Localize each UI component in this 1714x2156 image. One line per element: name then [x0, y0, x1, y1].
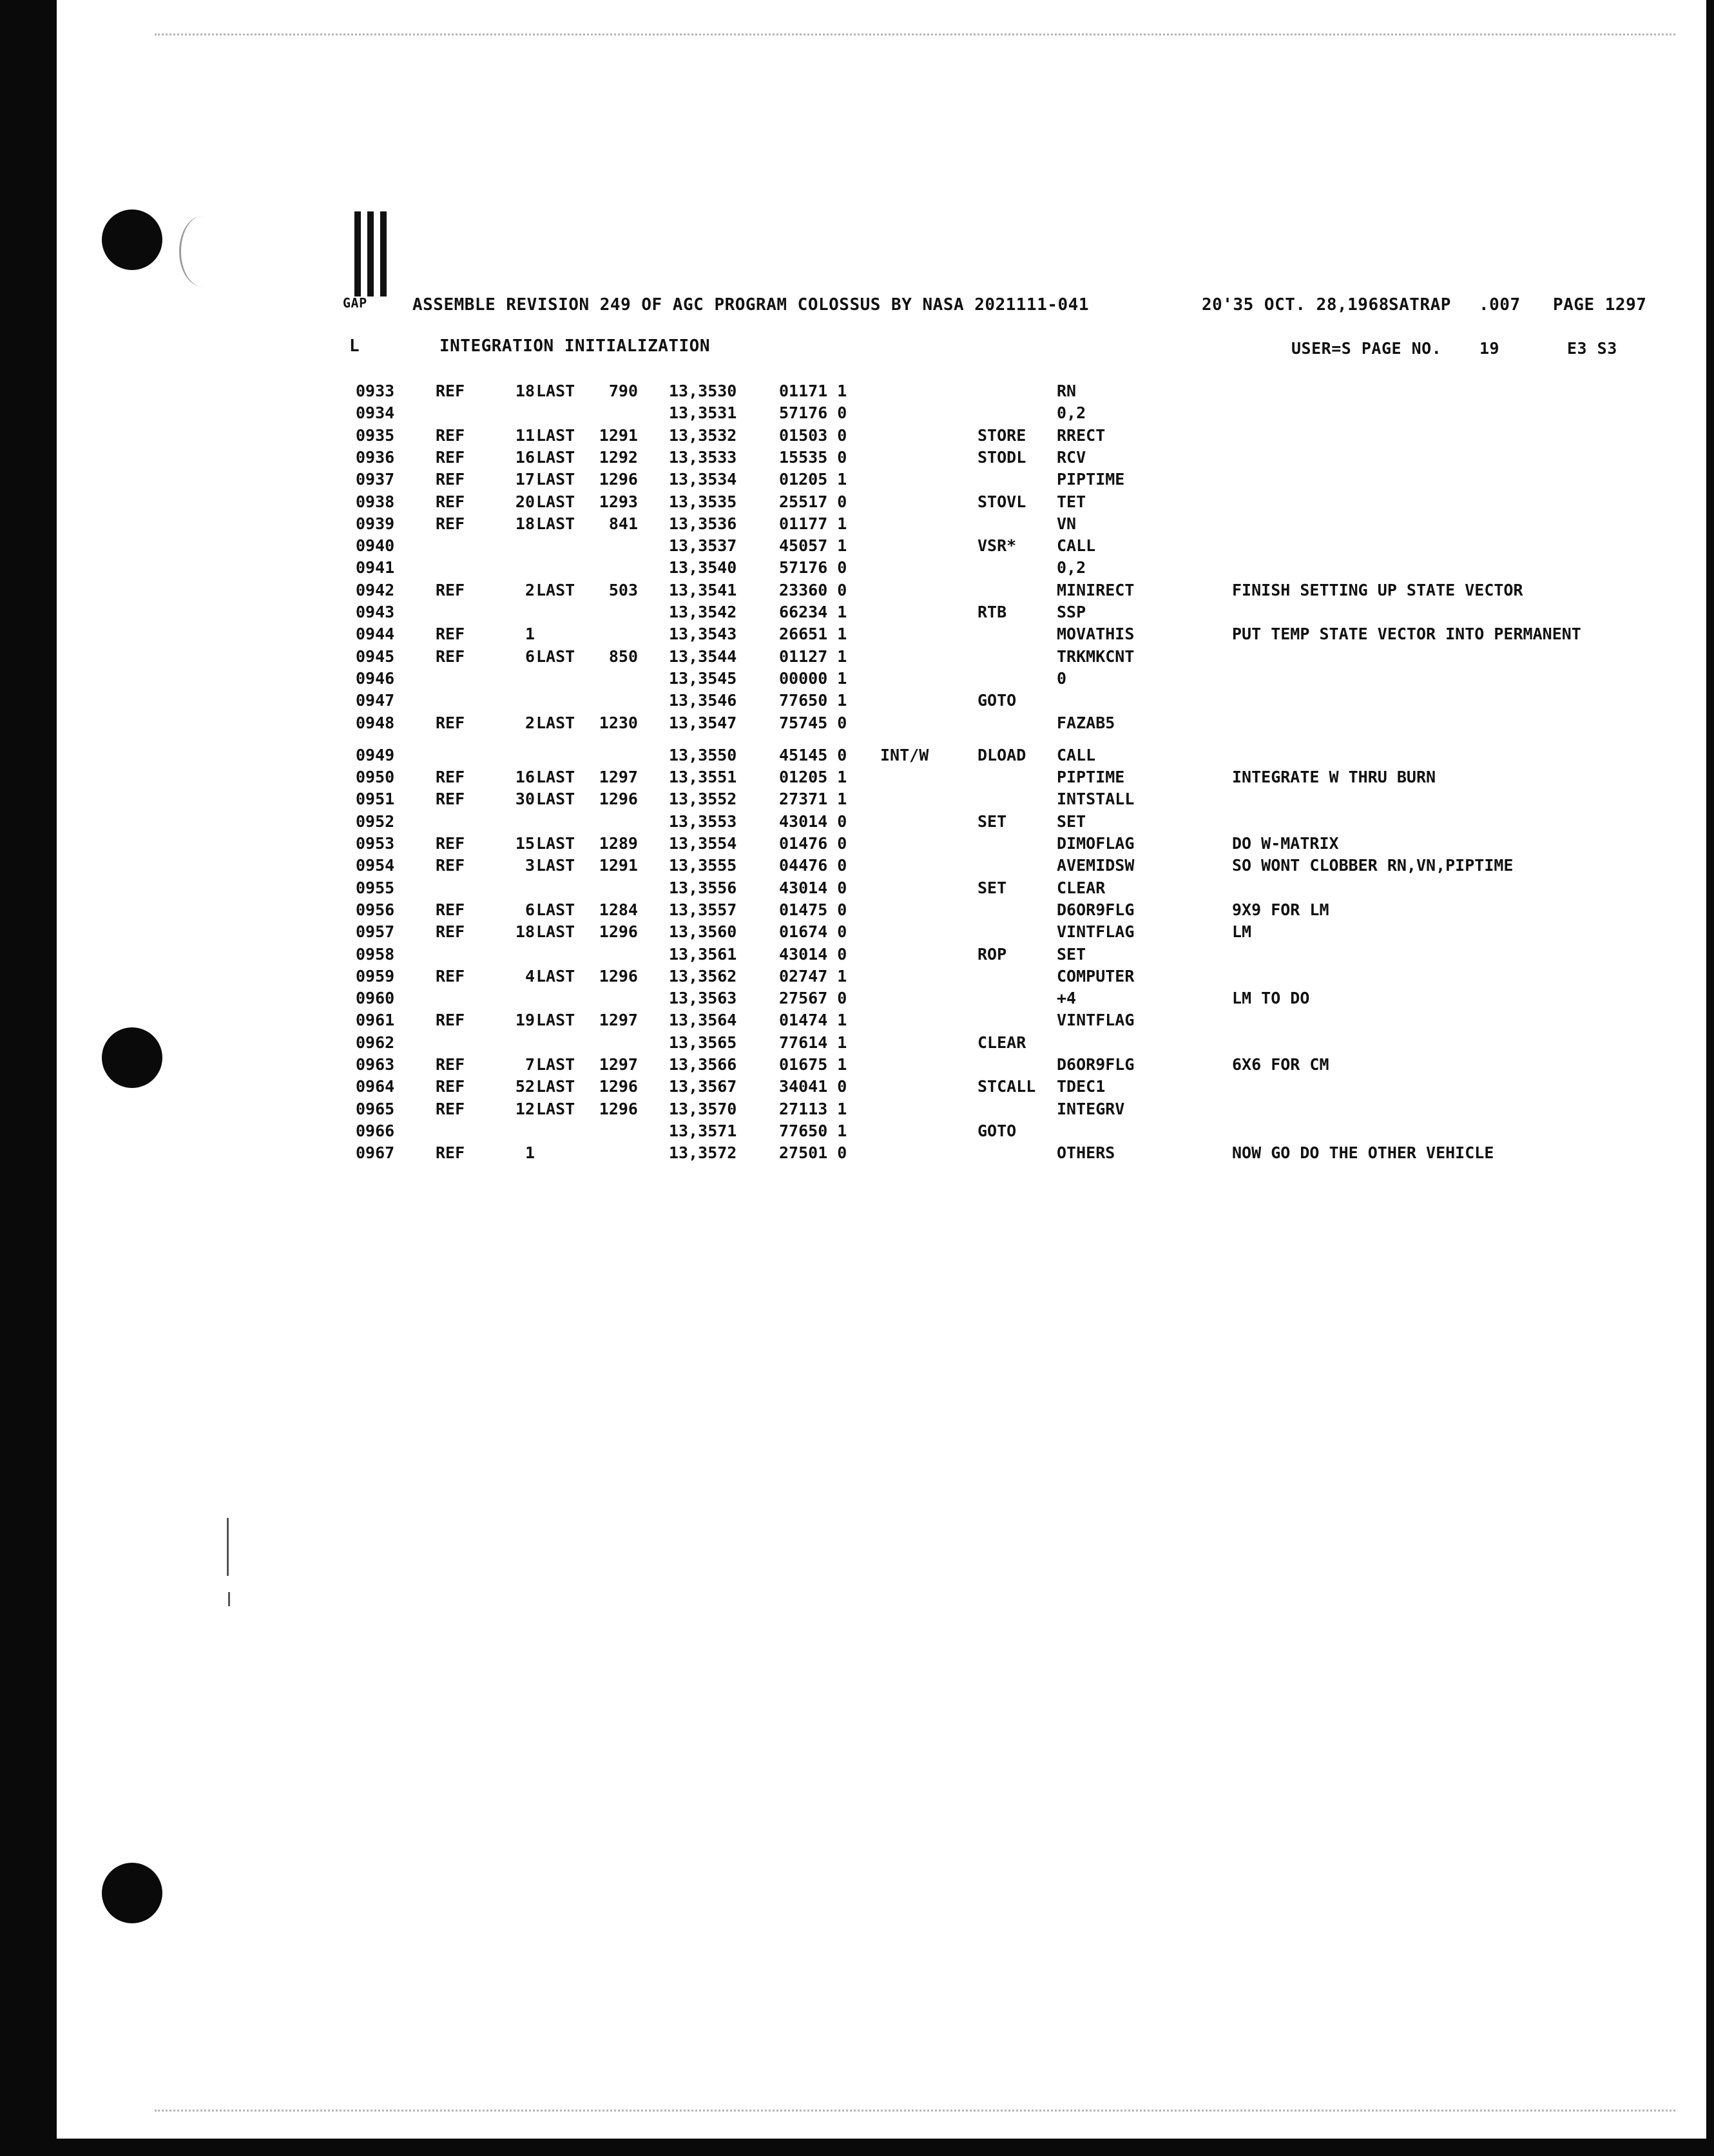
row-0956-last-number: 1284	[599, 900, 638, 919]
row-0948-address: 13,3547	[669, 714, 737, 732]
row-0944-line-number: 0944	[356, 625, 395, 643]
row-0948-last-tag: LAST	[536, 714, 575, 732]
row-0951-last-tag: LAST	[536, 790, 575, 808]
row-0936-opcode: STODL	[977, 448, 1026, 467]
row-0945-last-number: 850	[608, 647, 638, 666]
row-0946-address: 13,3545	[669, 669, 737, 688]
row-0933-ref-count: 18	[515, 382, 535, 400]
row-0953-line-number: 0953	[356, 834, 395, 853]
row-0933-operand: RN	[1057, 382, 1077, 400]
row-0954-comment: SO WONT CLOBBER RN,VN,PIPTIME	[1232, 856, 1514, 875]
row-0963-ref-count: 7	[525, 1055, 535, 1074]
row-0945-last-tag: LAST	[536, 647, 575, 666]
row-0948-last-number: 1230	[599, 714, 638, 732]
row-0965-ref-tag: REF	[436, 1100, 465, 1118]
row-0934-octal-word: 57176 0	[779, 403, 847, 422]
row-0962-line-number: 0962	[356, 1033, 395, 1052]
row-0965-address: 13,3570	[669, 1100, 737, 1118]
row-0945-operand: TRKMKCNT	[1057, 647, 1135, 666]
row-0959-last-number: 1296	[599, 967, 638, 986]
row-0959-octal-word: 02747 1	[779, 967, 847, 986]
scan-bottom-border	[0, 2139, 1714, 2156]
section-title: INTEGRATION INITIALIZATION	[439, 336, 710, 356]
row-0959-operand: COMPUTER	[1057, 967, 1135, 986]
row-0942-address: 13,3541	[669, 581, 737, 599]
scan-noise-top	[155, 34, 1675, 35]
row-0956-comment: 9X9 FOR LM	[1232, 900, 1329, 919]
row-0936-octal-word: 15535 0	[779, 448, 847, 467]
row-0937-ref-count: 17	[515, 470, 535, 489]
row-0935-opcode: STORE	[977, 426, 1026, 445]
row-0945-address: 13,3544	[669, 647, 737, 666]
row-0950-address: 13,3551	[669, 768, 737, 786]
row-0948-operand: FAZAB5	[1057, 714, 1115, 732]
row-0943-opcode: RTB	[977, 603, 1007, 621]
row-0933-last-tag: LAST	[536, 382, 575, 400]
row-0938-ref-tag: REF	[436, 492, 465, 511]
row-0951-last-number: 1296	[599, 790, 638, 808]
row-0964-ref-count: 52	[515, 1077, 535, 1096]
row-0955-line-number: 0955	[356, 879, 395, 897]
row-0954-line-number: 0954	[356, 856, 395, 875]
row-0942-comment: FINISH SETTING UP STATE VECTOR	[1232, 581, 1523, 599]
row-0936-operand: RCV	[1057, 448, 1086, 467]
row-0957-last-tag: LAST	[536, 922, 575, 941]
row-0967-ref-tag: REF	[436, 1143, 465, 1162]
row-0965-operand: INTEGRV	[1057, 1100, 1125, 1118]
row-0958-operand: SET	[1057, 945, 1086, 964]
row-0935-address: 13,3532	[669, 426, 737, 445]
row-0942-ref-tag: REF	[436, 581, 465, 599]
row-0944-comment: PUT TEMP STATE VECTOR INTO PERMANENT	[1232, 625, 1581, 643]
row-0966-address: 13,3571	[669, 1122, 737, 1140]
row-0953-operand: DIMOFLAG	[1057, 834, 1135, 853]
row-0967-operand: OTHERS	[1057, 1143, 1115, 1162]
row-0962-opcode: CLEAR	[977, 1033, 1026, 1052]
user-page-label: USER=S PAGE NO.	[1291, 339, 1442, 358]
row-0942-operand: MINIRECT	[1057, 581, 1135, 599]
row-0951-address: 13,3552	[669, 790, 737, 808]
row-0950-ref-tag: REF	[436, 768, 465, 786]
row-0960-comment: LM TO DO	[1232, 989, 1310, 1007]
row-0962-octal-word: 77614 1	[779, 1033, 847, 1052]
row-0954-address: 13,3555	[669, 856, 737, 875]
row-0964-octal-word: 34041 0	[779, 1077, 847, 1096]
row-0952-operand: SET	[1057, 812, 1086, 831]
user-page-number: 19	[1479, 339, 1500, 358]
row-0937-octal-word: 01205 1	[779, 470, 847, 489]
row-0938-ref-count: 20	[515, 492, 535, 511]
row-0939-operand: VN	[1057, 514, 1077, 533]
row-0945-line-number: 0945	[356, 647, 395, 666]
row-0961-ref-tag: REF	[436, 1011, 465, 1029]
row-0967-line-number: 0967	[356, 1143, 395, 1162]
row-0953-address: 13,3554	[669, 834, 737, 853]
row-0951-octal-word: 27371 1	[779, 790, 847, 808]
row-0933-octal-word: 01171 1	[779, 382, 847, 400]
row-0957-operand: VINTFLAG	[1057, 922, 1135, 941]
row-0941-line-number: 0941	[356, 558, 395, 577]
row-0958-address: 13,3561	[669, 945, 737, 964]
scanned-page	[57, 0, 1706, 2156]
row-0938-line-number: 0938	[356, 492, 395, 511]
row-0944-ref-tag: REF	[436, 625, 465, 643]
row-0955-address: 13,3556	[669, 879, 737, 897]
row-0939-address: 13,3536	[669, 514, 737, 533]
row-0938-opcode: STOVL	[977, 492, 1026, 511]
row-0950-comment: INTEGRATE W THRU BURN	[1232, 768, 1436, 786]
row-0961-address: 13,3564	[669, 1011, 737, 1029]
row-0948-octal-word: 75745 0	[779, 714, 847, 732]
row-0967-ref-count: 1	[525, 1143, 535, 1162]
row-0942-line-number: 0942	[356, 581, 395, 599]
row-0946-line-number: 0946	[356, 669, 395, 688]
row-0937-address: 13,3534	[669, 470, 737, 489]
row-0959-last-tag: LAST	[536, 967, 575, 986]
row-0958-opcode: ROP	[977, 945, 1007, 964]
row-0939-ref-count: 18	[515, 514, 535, 533]
row-0961-octal-word: 01474 1	[779, 1011, 847, 1029]
row-0947-opcode: GOTO	[977, 691, 1017, 710]
punch-hole-top	[102, 209, 162, 270]
row-0936-line-number: 0936	[356, 448, 395, 467]
row-0938-last-number: 1293	[599, 492, 638, 511]
row-0945-ref-count: 6	[525, 647, 535, 666]
row-0956-operand: D6OR9FLG	[1057, 900, 1135, 919]
row-0952-octal-word: 43014 0	[779, 812, 847, 831]
row-0938-address: 13,3535	[669, 492, 737, 511]
row-0936-address: 13,3533	[669, 448, 737, 467]
row-0953-ref-count: 15	[515, 834, 535, 853]
row-0949-line-number: 0949	[356, 746, 395, 764]
row-0965-octal-word: 27113 1	[779, 1100, 847, 1118]
row-0947-address: 13,3546	[669, 691, 737, 710]
row-0950-operand: PIPTIME	[1057, 768, 1125, 786]
header-datetime: 20'35 OCT. 28,1968	[1202, 295, 1389, 315]
row-0939-ref-tag: REF	[436, 514, 465, 533]
row-0959-ref-count: 4	[525, 967, 535, 986]
row-0933-address: 13,3530	[669, 382, 737, 400]
row-0950-ref-count: 16	[515, 768, 535, 786]
row-0953-comment: DO W-MATRIX	[1232, 834, 1339, 853]
row-0944-operand: MOVATHIS	[1057, 625, 1135, 643]
row-0934-operand: 0,2	[1057, 403, 1086, 422]
row-0957-comment: LM	[1232, 922, 1252, 941]
row-0952-address: 13,3553	[669, 812, 737, 831]
row-0939-line-number: 0939	[356, 514, 395, 533]
punch-hole-middle	[102, 1027, 162, 1088]
row-0956-line-number: 0956	[356, 900, 395, 919]
row-0937-line-number: 0937	[356, 470, 395, 489]
row-0954-operand: AVEMIDSW	[1057, 856, 1135, 875]
row-0964-line-number: 0964	[356, 1077, 395, 1096]
margin-mark	[227, 1518, 229, 1576]
header-title: ASSEMBLE REVISION 249 OF AGC PROGRAM COLOSSUS BY NASA 2021111-041	[412, 295, 1089, 315]
row-0960-address: 13,3563	[669, 989, 737, 1007]
row-0941-address: 13,3540	[669, 558, 737, 577]
row-0934-line-number: 0934	[356, 403, 395, 422]
row-0940-operand: CALL	[1057, 536, 1096, 555]
row-0952-line-number: 0952	[356, 812, 395, 831]
row-0957-address: 13,3560	[669, 922, 737, 941]
row-0940-line-number: 0940	[356, 536, 395, 555]
row-0956-last-tag: LAST	[536, 900, 575, 919]
row-0949-statement-label: INT/W	[880, 746, 929, 764]
row-0935-ref-tag: REF	[436, 426, 465, 445]
row-0950-line-number: 0950	[356, 768, 395, 786]
row-0942-last-tag: LAST	[536, 581, 575, 599]
row-0938-octal-word: 25517 0	[779, 492, 847, 511]
row-0963-last-number: 1297	[599, 1055, 638, 1074]
row-0956-address: 13,3557	[669, 900, 737, 919]
row-0937-ref-tag: REF	[436, 470, 465, 489]
row-0950-last-number: 1297	[599, 768, 638, 786]
row-0944-ref-count: 1	[525, 625, 535, 643]
row-0936-ref-tag: REF	[436, 448, 465, 467]
header-operator: SATRAP	[1389, 295, 1451, 315]
row-0951-line-number: 0951	[356, 790, 395, 808]
row-0955-opcode: SET	[977, 879, 1007, 897]
row-0933-ref-tag: REF	[436, 382, 465, 400]
row-0953-last-tag: LAST	[536, 834, 575, 853]
row-0962-address: 13,3565	[669, 1033, 737, 1052]
row-0941-octal-word: 57176 0	[779, 558, 847, 577]
row-0935-ref-count: 11	[515, 426, 535, 445]
row-0943-line-number: 0943	[356, 603, 395, 621]
row-0933-line-number: 0933	[356, 382, 395, 400]
row-0945-ref-tag: REF	[436, 647, 465, 666]
row-0935-octal-word: 01503 0	[779, 426, 847, 445]
row-0954-ref-count: 3	[525, 856, 535, 875]
row-0937-last-tag: LAST	[536, 470, 575, 489]
row-0942-last-number: 503	[608, 581, 638, 599]
row-0965-last-tag: LAST	[536, 1100, 575, 1118]
row-0954-ref-tag: REF	[436, 856, 465, 875]
row-0955-operand: CLEAR	[1057, 879, 1106, 897]
row-0951-ref-tag: REF	[436, 790, 465, 808]
row-0939-last-tag: LAST	[536, 514, 575, 533]
row-0956-ref-tag: REF	[436, 900, 465, 919]
row-0939-octal-word: 01177 1	[779, 514, 847, 533]
printer-bar-marks	[354, 211, 390, 296]
row-0949-address: 13,3550	[669, 746, 737, 764]
row-0947-octal-word: 77650 1	[779, 691, 847, 710]
row-0958-octal-word: 43014 0	[779, 945, 847, 964]
row-0967-address: 13,3572	[669, 1143, 737, 1162]
row-0964-ref-tag: REF	[436, 1077, 465, 1096]
row-0964-address: 13,3567	[669, 1077, 737, 1096]
row-0940-opcode: VSR*	[977, 536, 1017, 555]
row-0937-operand: PIPTIME	[1057, 470, 1125, 489]
scan-noise-bottom	[155, 2110, 1675, 2112]
row-0943-operand: SSP	[1057, 603, 1086, 621]
row-0965-last-number: 1296	[599, 1100, 638, 1118]
row-0957-line-number: 0957	[356, 922, 395, 941]
row-0967-comment: NOW GO DO THE OTHER VEHICLE	[1232, 1143, 1494, 1162]
row-0953-last-number: 1289	[599, 834, 638, 853]
row-0943-address: 13,3542	[669, 603, 737, 621]
row-0945-octal-word: 01127 1	[779, 647, 847, 666]
row-0964-opcode: STCALL	[977, 1077, 1036, 1096]
row-0940-address: 13,3537	[669, 536, 737, 555]
row-0958-line-number: 0958	[356, 945, 395, 964]
row-0939-last-number: 841	[608, 514, 638, 533]
row-0956-ref-count: 6	[525, 900, 535, 919]
ref-code: E3 S3	[1567, 339, 1617, 358]
row-0951-ref-count: 30	[515, 790, 535, 808]
row-0935-last-number: 1291	[599, 426, 638, 445]
row-0944-octal-word: 26651 1	[779, 625, 847, 643]
row-0949-opcode: DLOAD	[977, 746, 1026, 764]
row-0965-line-number: 0965	[356, 1100, 395, 1118]
row-0935-line-number: 0935	[356, 426, 395, 445]
row-0944-address: 13,3543	[669, 625, 737, 643]
row-0961-line-number: 0961	[356, 1011, 395, 1029]
row-0964-last-tag: LAST	[536, 1077, 575, 1096]
row-0963-ref-tag: REF	[436, 1055, 465, 1074]
row-0957-last-number: 1296	[599, 922, 638, 941]
header-page: PAGE 1297	[1553, 295, 1647, 315]
row-0961-operand: VINTFLAG	[1057, 1011, 1135, 1029]
row-0942-ref-count: 2	[525, 581, 535, 599]
row-0951-operand: INTSTALL	[1057, 790, 1135, 808]
section-mark: L	[349, 336, 360, 356]
row-0952-opcode: SET	[977, 812, 1007, 831]
row-0956-octal-word: 01475 0	[779, 900, 847, 919]
margin-mark	[228, 1592, 230, 1606]
header-prefix: GAP	[343, 295, 367, 311]
row-0954-last-tag: LAST	[536, 856, 575, 875]
row-0933-last-number: 790	[608, 382, 638, 400]
row-0955-octal-word: 43014 0	[779, 879, 847, 897]
row-0954-last-number: 1291	[599, 856, 638, 875]
row-0943-octal-word: 66234 1	[779, 603, 847, 621]
row-0957-octal-word: 01674 0	[779, 922, 847, 941]
row-0967-octal-word: 27501 0	[779, 1143, 847, 1162]
row-0953-octal-word: 01476 0	[779, 834, 847, 853]
row-0936-ref-count: 16	[515, 448, 535, 467]
row-0946-octal-word: 00000 1	[779, 669, 847, 688]
row-0938-operand: TET	[1057, 492, 1086, 511]
row-0941-operand: 0,2	[1057, 558, 1086, 577]
row-0959-address: 13,3562	[669, 967, 737, 986]
row-0966-octal-word: 77650 1	[779, 1122, 847, 1140]
row-0948-ref-count: 2	[525, 714, 535, 732]
row-0963-address: 13,3566	[669, 1055, 737, 1074]
header-code: .007	[1479, 295, 1521, 315]
row-0940-octal-word: 45057 1	[779, 536, 847, 555]
row-0949-octal-word: 45145 0	[779, 746, 847, 764]
row-0960-operand: +4	[1057, 989, 1077, 1007]
row-0959-ref-tag: REF	[436, 967, 465, 986]
row-0937-last-number: 1296	[599, 470, 638, 489]
row-0935-last-tag: LAST	[536, 426, 575, 445]
row-0950-octal-word: 01205 1	[779, 768, 847, 786]
row-0963-comment: 6X6 FOR CM	[1232, 1055, 1329, 1074]
row-0963-operand: D6OR9FLG	[1057, 1055, 1135, 1074]
punch-hole-bottom	[102, 1863, 162, 1923]
row-0961-last-number: 1297	[599, 1011, 638, 1029]
row-0949-operand: CALL	[1057, 746, 1096, 764]
row-0959-line-number: 0959	[356, 967, 395, 986]
row-0957-ref-count: 18	[515, 922, 535, 941]
row-0936-last-tag: LAST	[536, 448, 575, 467]
row-0965-ref-count: 12	[515, 1100, 535, 1118]
row-0961-last-tag: LAST	[536, 1011, 575, 1029]
row-0963-line-number: 0963	[356, 1055, 395, 1074]
row-0942-octal-word: 23360 0	[779, 581, 847, 599]
row-0938-last-tag: LAST	[536, 492, 575, 511]
row-0963-octal-word: 01675 1	[779, 1055, 847, 1074]
row-0953-ref-tag: REF	[436, 834, 465, 853]
row-0964-operand: TDEC1	[1057, 1077, 1106, 1096]
row-0957-ref-tag: REF	[436, 922, 465, 941]
row-0947-line-number: 0947	[356, 691, 395, 710]
row-0963-last-tag: LAST	[536, 1055, 575, 1074]
row-0961-ref-count: 19	[515, 1011, 535, 1029]
punch-hole-shadow	[179, 216, 226, 287]
row-0946-operand: 0	[1057, 669, 1067, 688]
row-0960-line-number: 0960	[356, 989, 395, 1007]
row-0950-last-tag: LAST	[536, 768, 575, 786]
row-0964-last-number: 1296	[599, 1077, 638, 1096]
row-0966-line-number: 0966	[356, 1122, 395, 1140]
row-0948-ref-tag: REF	[436, 714, 465, 732]
row-0960-octal-word: 27567 0	[779, 989, 847, 1007]
row-0935-operand: RRECT	[1057, 426, 1106, 445]
row-0954-octal-word: 04476 0	[779, 856, 847, 875]
row-0948-line-number: 0948	[356, 714, 395, 732]
row-0966-opcode: GOTO	[977, 1122, 1017, 1140]
row-0934-address: 13,3531	[669, 403, 737, 422]
row-0936-last-number: 1292	[599, 448, 638, 467]
